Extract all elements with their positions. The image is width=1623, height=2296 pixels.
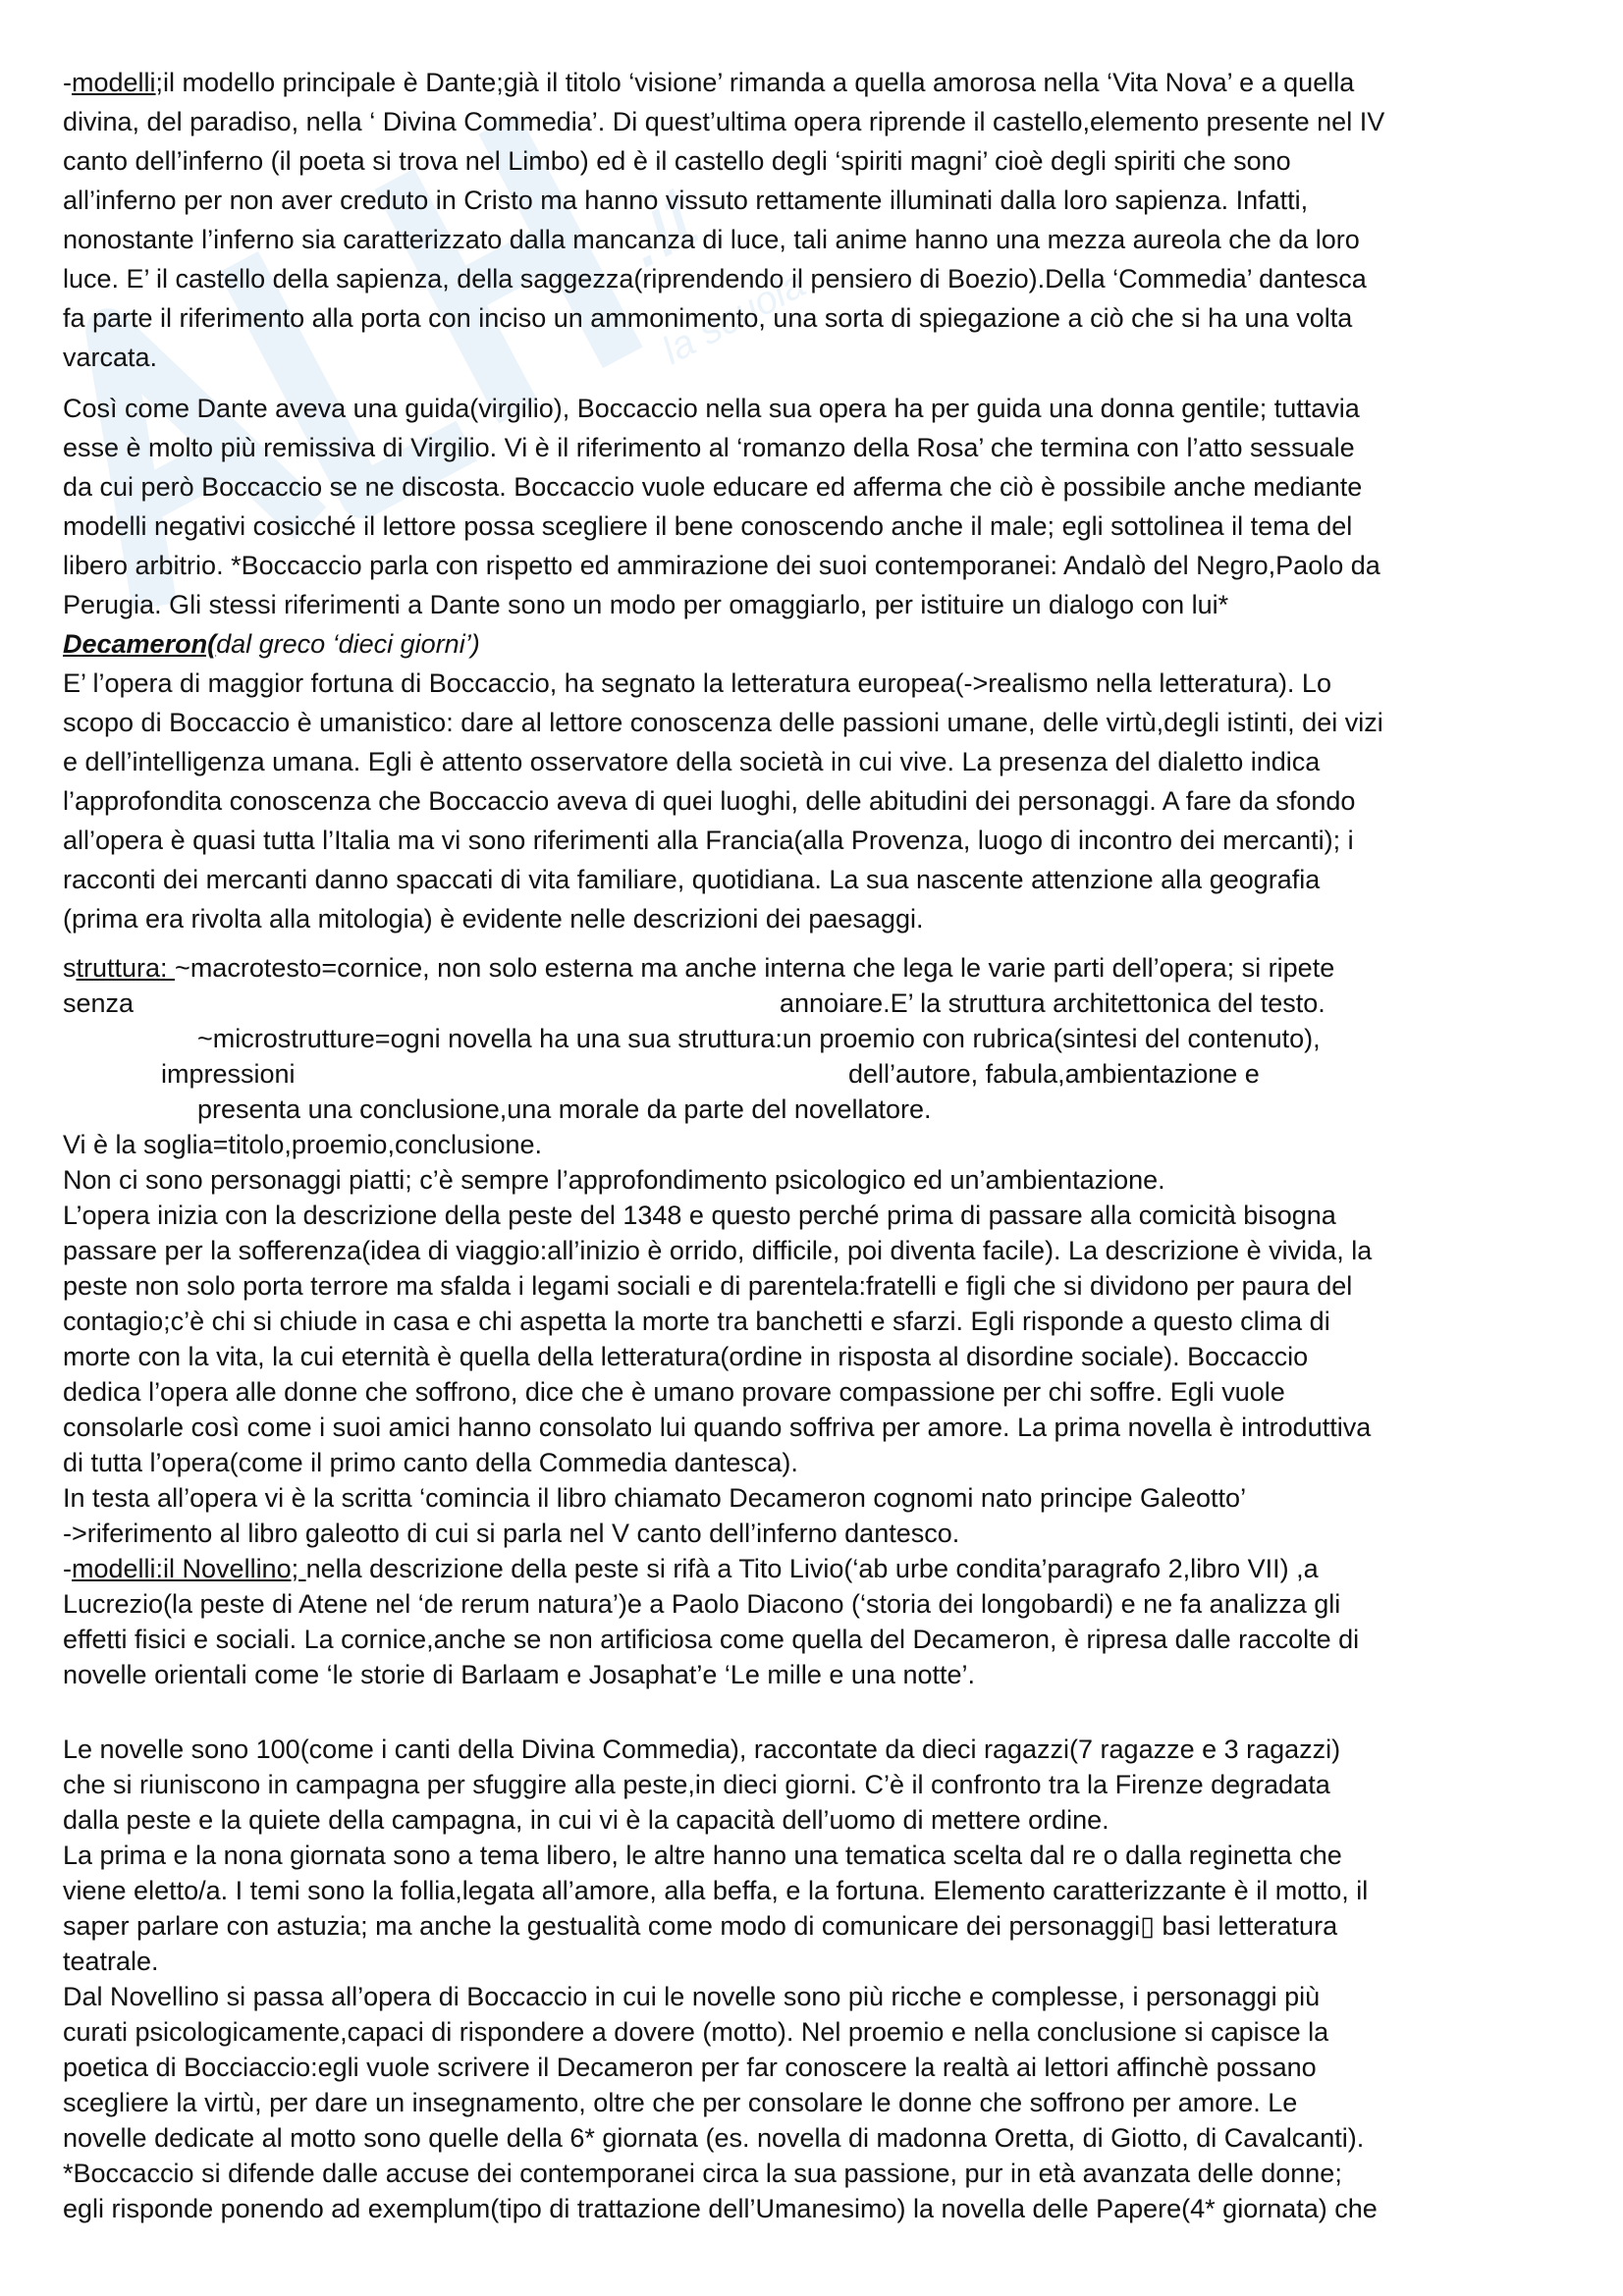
text-line: fa parte il riferimento alla porta con inciso un ammonimento, una sorta di spiegazione a ciò che si ha una volta bbox=[63, 303, 1353, 333]
text-line: Vi è la soglia=titolo,proemio,conclusione. bbox=[63, 1130, 543, 1159]
section-struttura bbox=[63, 950, 1575, 1127]
paragraph-modelli-novellino bbox=[63, 1551, 1575, 1692]
text-line: poetica di Bocciaccio:egli vuole scrivere il Decameron per far conoscere la realtà ai lettori affinchè possano bbox=[63, 2053, 1317, 2082]
text-line: all’inferno per non aver creduto in Cristo ma hanno vissuto rettamente illuminati dalla loro sapienza. Infatti, bbox=[63, 186, 1309, 215]
text-line: viene eletto/a. I temi sono la follia,legata all’amore, alla beffa, e la fortuna. Elemento caratterizzante è il motto, il bbox=[63, 1876, 1369, 1905]
text-line: racconti dei mercanti danno spaccati di vita familiare, quotidiana. La sua nascente attenzione alla geografia bbox=[63, 865, 1321, 894]
text-line: Così come Dante aveva una guida(virgilio), Boccaccio nella sua opera ha per guida una donna gentile; tuttavia bbox=[63, 394, 1360, 423]
text-line: novelle orientali come ‘le storie di Barlaam e Josaphat’e ‘Le mille e una notte’. bbox=[63, 1660, 976, 1689]
text-line: Dal Novellino si passa all’opera di Boccaccio in cui le novelle sono più ricche e complesse, i personaggi più bbox=[63, 1982, 1321, 2011]
text-line: E’ l’opera di maggior fortuna di Boccaccio, ha segnato la letteratura europea(->realismo nella letteratura). Lo bbox=[63, 668, 1331, 698]
svg-text:la scuola: la scuola bbox=[655, 262, 813, 373]
text-line: passare per la sofferenza(idea di viaggio:all’inizio è orrido, difficile, poi diventa facile). La descrizione è vivida, la bbox=[63, 1236, 1373, 1265]
text-line: -modelli;il modello principale è Dante;già il titolo ‘visione’ rimanda a quella amorosa nella ‘Vita Nova’ e a quella bbox=[63, 68, 1355, 97]
text-line: *Boccaccio si difende dalle accuse dei contemporanei circa la sua passione, pur in età avanzata delle donne; bbox=[63, 2159, 1342, 2188]
document-page bbox=[63, 63, 1575, 2226]
text-line: dedica l’opera alle donne che soffrono, dice che è umano provare compassione per chi soffre. Egli vuole bbox=[63, 1377, 1285, 1407]
text-line: all’opera è quasi tutta l’Italia ma vi sono riferimenti alla Francia(alla Provenza, luogo di incontro dei mercanti); i bbox=[63, 826, 1354, 855]
text-line: (prima era rivolta alla mitologia) è evidente nelle descrizioni dei paesaggi. bbox=[63, 904, 924, 934]
paragraph-peste bbox=[63, 1127, 1575, 1551]
text-line: esse è molto più remissiva di Virgilio. Vi è il riferimento al ‘romanzo della Rosa’ che termina con l’atto sessuale bbox=[63, 433, 1355, 462]
text-line: senza annoiare.E’ la struttura architettonica del testo. bbox=[63, 988, 1325, 1018]
text-line: luce. E’ il castello della sapienza, della saggezza(riprendendo il pensiero di Boezio).Della ‘Commedia’ dantesca bbox=[63, 264, 1367, 294]
text-line: ->riferimento al libro galeotto di cui si parla nel V canto dell’inferno dantesco. bbox=[63, 1519, 960, 1548]
text-line: consolarle così come i suoi amici hanno consolato lui quando soffriva per amore. La prima novella è introduttiva bbox=[63, 1413, 1372, 1442]
paragraph-gap bbox=[63, 377, 1575, 389]
text-line: da cui però Boccaccio se ne discosta. Boccaccio vuole educare ed afferma che ciò è possibile anche mediante bbox=[63, 472, 1363, 502]
text-line: presenta una conclusione,una morale da parte del novellatore. bbox=[197, 1095, 932, 1124]
text-line: impressioni dell’autore, fabula,ambientazione e bbox=[161, 1059, 1260, 1089]
paragraph-guida bbox=[63, 389, 1575, 624]
text-line: che si riuniscono in campagna per sfuggire alla peste,in dieci giorni. C’è il confronto tra la Firenze degradata bbox=[63, 1770, 1330, 1799]
text-line: L’opera inizia con la descrizione della peste del 1348 e questo perché prima di passare alla comicità bisogna bbox=[63, 1201, 1336, 1230]
text-line: Perugia. Gli stessi riferimenti a Dante sono un modo per omaggiarlo, per istituire un dialogo con lui* bbox=[63, 590, 1229, 619]
text-line: varcata. bbox=[63, 343, 158, 372]
text-line: peste non solo porta terrore ma sfalda i legami sociali e di parentela:fratelli e figli che si dividono per paura del bbox=[63, 1271, 1353, 1301]
struttura-heading: truttura: bbox=[76, 953, 176, 983]
text-line: Le novelle sono 100(come i canti della Divina Commedia), raccontate da dieci ragazzi(7 ragazze e 3 ragazzi) bbox=[63, 1735, 1341, 1764]
paragraph-novelle bbox=[63, 1732, 1575, 2226]
text-line: Non ci sono personaggi piatti; c’è sempre l’approfondimento psicologico ed un’ambientazione. bbox=[63, 1165, 1165, 1195]
text-line: dalla peste e la quiete della campagna, in cui vi è la capacità dell’uomo di mettere ordine. bbox=[63, 1805, 1109, 1835]
paragraph-decameron-intro bbox=[63, 664, 1575, 938]
text-line: l’approfondita conoscenza che Boccaccio aveva di quei luoghi, delle abitudini dei personaggi. A fare da sfondo bbox=[63, 786, 1356, 816]
paragraph-modelli-dante bbox=[63, 63, 1575, 377]
text-line: nonostante l’inferno sia caratterizzato dalla mancanza di luce, tali anime hanno una mezza aureola che da loro bbox=[63, 225, 1360, 254]
modelli-novellino-heading: modelli:il Novellino; bbox=[72, 1554, 306, 1583]
text-line: divina, del paradiso, nella ‘ Divina Commedia’. Di quest’ultima opera riprende il castello,elemento presente nel IV bbox=[63, 107, 1385, 136]
text-line: In testa all’opera vi è la scritta ‘comincia il libro chiamato Decameron cognomi nato principe Galeotto’ bbox=[63, 1483, 1247, 1513]
text-line: modelli negativi cosicché il lettore possa scegliere il bene conoscendo anche il male; egli sottolinea il tema del bbox=[63, 511, 1353, 541]
text-line: teatrale. bbox=[63, 1947, 159, 1976]
text-line: contagio;c’è chi si chiude in casa e chi aspetta la morte tra banchetti e sfarzi. Egli risponde a questo clima di bbox=[63, 1307, 1330, 1336]
text-line: La prima e la nona giornata sono a tema libero, le altre hanno una tematica scelta dal re o dalla reginetta che bbox=[63, 1841, 1342, 1870]
section-title-decameron: Decameron(dal greco ‘dieci giorni’) bbox=[63, 629, 480, 659]
modelli-heading: modelli bbox=[72, 68, 156, 97]
text-line: e dell’intelligenza umana. Egli è attento osservatore della società in cui vive. La presenza del dialetto indica bbox=[63, 747, 1321, 776]
text-line: libero arbitrio. *Boccaccio parla con rispetto ed ammirazione dei suoi contemporanei: Andalò del Negro,Paolo da bbox=[63, 551, 1380, 580]
paragraph-gap bbox=[63, 1692, 1575, 1732]
text-line: scegliere la virtù, per dare un insegnamento, oltre che per consolare le donne che soffrono per amore. Le bbox=[63, 2088, 1298, 2117]
text-line: novelle dedicate al motto sono quelle della 6* giornata (es. novella di madonna Oretta, di Giotto, di Cavalcanti). bbox=[63, 2123, 1365, 2153]
text-line: saper parlare con astuzia; ma anche la gestualità come modo di comunicare dei personaggi▯ basi letteratura bbox=[63, 1911, 1338, 1941]
text-line: canto dell’inferno (il poeta si trova nel Limbo) ed è il castello degli ‘spiriti magni’ cioè degli spiriti che sono bbox=[63, 146, 1291, 176]
text-line: di tutta l’opera(come il primo canto della Commedia dantesca). bbox=[63, 1448, 798, 1477]
text-line: struttura: ~macrotesto=cornice, non solo esterna ma anche interna che lega le varie parti dell’opera; si ripete bbox=[63, 953, 1335, 983]
text-line: scopo di Boccaccio è umanistico: dare al lettore conoscenza delle passioni umane, delle virtù,degli istinti, dei vizi bbox=[63, 708, 1383, 737]
text-line: curati psicologicamente,capaci di rispondere a dovere (motto). Nel proemio e nella conclusione si capisce la bbox=[63, 2017, 1329, 2047]
text-line: effetti fisici e sociali. La cornice,anche se non artificiosa come quella del Decameron, è ripresa dalle raccolte di bbox=[63, 1625, 1360, 1654]
svg-text:.it: .it bbox=[605, 167, 713, 288]
text-line: -modelli:il Novellino; nella descrizione della peste si rifà a Tito Livio(‘ab urbe condita’paragrafo 2,libro VII) ,a bbox=[63, 1554, 1319, 1583]
text-line: morte con la vita, la cui eternità è quella della letteratura(ordine in risposta al disordine sociale). Boccaccio bbox=[63, 1342, 1309, 1371]
text-line: Lucrezio(la peste di Atene nel ‘de rerum natura’)e a Paolo Diacono (‘storia dei longobardi) e ne fa analizza gli bbox=[63, 1589, 1341, 1619]
text-line: egli risponde ponendo ad exemplum(tipo di trattazione dell’Umanesimo) la novella delle Papere(4* giornata) che bbox=[63, 2194, 1378, 2223]
text-line: ~microstrutture=ogni novella ha una sua struttura:un proemio con rubrica(sintesi del contenuto), bbox=[197, 1024, 1321, 1053]
paragraph-gap bbox=[63, 938, 1575, 950]
